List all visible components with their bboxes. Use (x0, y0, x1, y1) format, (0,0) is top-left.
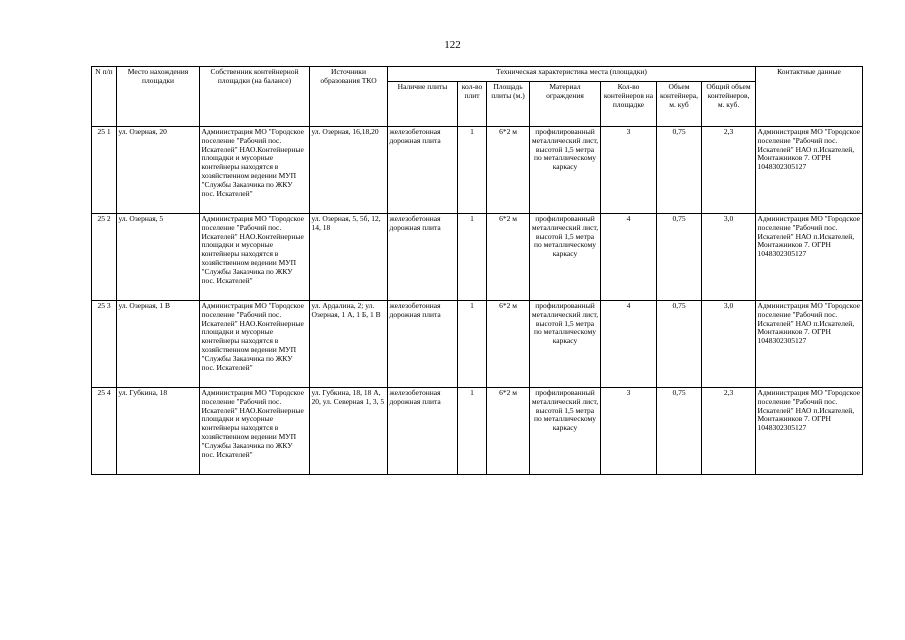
cell-total-volume: 2,3 (702, 127, 756, 214)
cell-volume: 0,75 (657, 127, 702, 214)
cell-num: 25 1 (92, 127, 117, 214)
cell-plates: железобетонная дорожная плита (388, 301, 458, 388)
cell-location: ул. Озерная, 20 (117, 127, 200, 214)
cell-total-volume: 3,0 (702, 214, 756, 301)
page-number: 122 (444, 39, 461, 51)
cell-plate-count: 1 (458, 214, 487, 301)
cell-containers: 3 (601, 388, 657, 475)
subheader-volume: Объем контейнера, м. куб (657, 82, 702, 127)
header-tech: Техническая характеристика места (площадки) (388, 67, 756, 82)
cell-location: ул. Озерная, 1 В (117, 301, 200, 388)
cell-plate-count: 1 (458, 127, 487, 214)
cell-plates: железобетонная дорожная плита (388, 214, 458, 301)
cell-contacts: Администрация МО "Городское поселение "Рабочий пос. Искателей" НАО п.Искателей, Монтажников 7. ОГРН 1048302305127 (756, 214, 863, 301)
subheader-containers: Кол-во контейнеров на площадке (601, 82, 657, 127)
cell-fence: профилированный металлический лист, высотой 1,5 метра по металлическому каркасу (530, 214, 601, 301)
cell-plate-count: 1 (458, 388, 487, 475)
cell-owner: Администрация МО "Городское поселение "Рабочий пос. Искателей" НАО.Контейнерные площадки и мусорные контейнеры находятся в хозяйственном ведении МУП "Службы Заказчика по ЖКУ пос. Искателей" (200, 214, 310, 301)
cell-contacts: Администрация МО "Городское поселение "Рабочий пос. Искателей" НАО п.Искателей, Монтажников 7. ОГРН 1048302305127 (756, 301, 863, 388)
cell-sources: ул. Ардалина, 2; ул. Озерная, 1 А, 1 Б, 1 В (310, 301, 388, 388)
header-row (92, 67, 863, 82)
table-row (92, 301, 863, 388)
header-location: Место нахождения площадки (117, 67, 200, 127)
subheader-plate-area: Площадь плиты (м.) (487, 82, 530, 127)
header-sources: Источники образования ТКО (310, 67, 388, 127)
cell-containers: 4 (601, 214, 657, 301)
cell-plate-count: 1 (458, 301, 487, 388)
header-num: N п/п (92, 67, 117, 127)
table-body (92, 67, 863, 475)
cell-location: ул. Губкина, 18 (117, 388, 200, 475)
cell-sources: ул. Губкина, 18, 18 А, 20, ул. Северная 1, 3, 5 (310, 388, 388, 475)
cell-plate-area: 6*2 м (487, 127, 530, 214)
cell-contacts: Администрация МО "Городское поселение "Рабочий пос. Искателей" НАО п.Искателей, Монтажников 7. ОГРН 1048302305127 (756, 127, 863, 214)
table-row (92, 214, 863, 301)
table-row (92, 127, 863, 214)
cell-fence: профилированный металлический лист, высотой 1,5 метра по металлическому каркасу (530, 388, 601, 475)
table-row (92, 388, 863, 475)
cell-volume: 0,75 (657, 301, 702, 388)
cell-num: 25 3 (92, 301, 117, 388)
cell-containers: 3 (601, 127, 657, 214)
cell-total-volume: 3,0 (702, 301, 756, 388)
header-contacts: Контактные данные (756, 67, 863, 127)
subheader-total-volume: Общий объем контейнеров, м. куб. (702, 82, 756, 127)
cell-sources: ул. Озерная, 5, 5б, 12, 14, 18 (310, 214, 388, 301)
cell-volume: 0,75 (657, 214, 702, 301)
cell-num: 25 4 (92, 388, 117, 475)
cell-location: ул. Озерная, 5 (117, 214, 200, 301)
cell-fence: профилированный металлический лист, высотой 1,5 метра по металлическому каркасу (530, 301, 601, 388)
cell-plate-area: 6*2 м (487, 214, 530, 301)
cell-fence: профилированный металлический лист, высотой 1,5 метра по металлическому каркасу (530, 127, 601, 214)
cell-plates: железобетонная дорожная плита (388, 388, 458, 475)
cell-total-volume: 2,3 (702, 388, 756, 475)
cell-containers: 4 (601, 301, 657, 388)
cell-plate-area: 6*2 м (487, 388, 530, 475)
cell-num: 25 2 (92, 214, 117, 301)
cell-plate-area: 6*2 м (487, 301, 530, 388)
cell-contacts: Администрация МО "Городское поселение "Рабочий пос. Искателей" НАО п.Искателей, Монтажников 7. ОГРН 1048302305127 (756, 388, 863, 475)
cell-plates: железобетонная дорожная плита (388, 127, 458, 214)
subheader-fence: Материал ограждения (530, 82, 601, 127)
waste-sites-table (91, 66, 863, 475)
header-owner: Собственник контейнерной площадки (на балансе) (200, 67, 310, 127)
subheader-plate-count: кол-во плит (458, 82, 487, 127)
cell-volume: 0,75 (657, 388, 702, 475)
cell-sources: ул. Озерная, 16,18,20 (310, 127, 388, 214)
cell-owner: Администрация МО "Городское поселение "Рабочий пос. Искателей" НАО.Контейнерные площадки и мусорные контейнеры находятся в хозяйственном ведении МУП "Службы Заказчика по ЖКУ пос. Искателей" (200, 127, 310, 214)
cell-owner: Администрация МО "Городское поселение "Рабочий пос. Искателей" НАО.Контейнерные площадки и мусорные контейнеры находятся в хозяйственном ведении МУП "Службы Заказчика по ЖКУ пос. Искателей" (200, 388, 310, 475)
cell-owner: Администрация МО "Городское поселение "Рабочий пос. Искателей" НАО.Контейнерные площадки и мусорные контейнеры находятся в хозяйственном ведении МУП "Службы Заказчика по ЖКУ пос. Искателей" (200, 301, 310, 388)
subheader-plates: Наличие плиты (388, 82, 458, 127)
